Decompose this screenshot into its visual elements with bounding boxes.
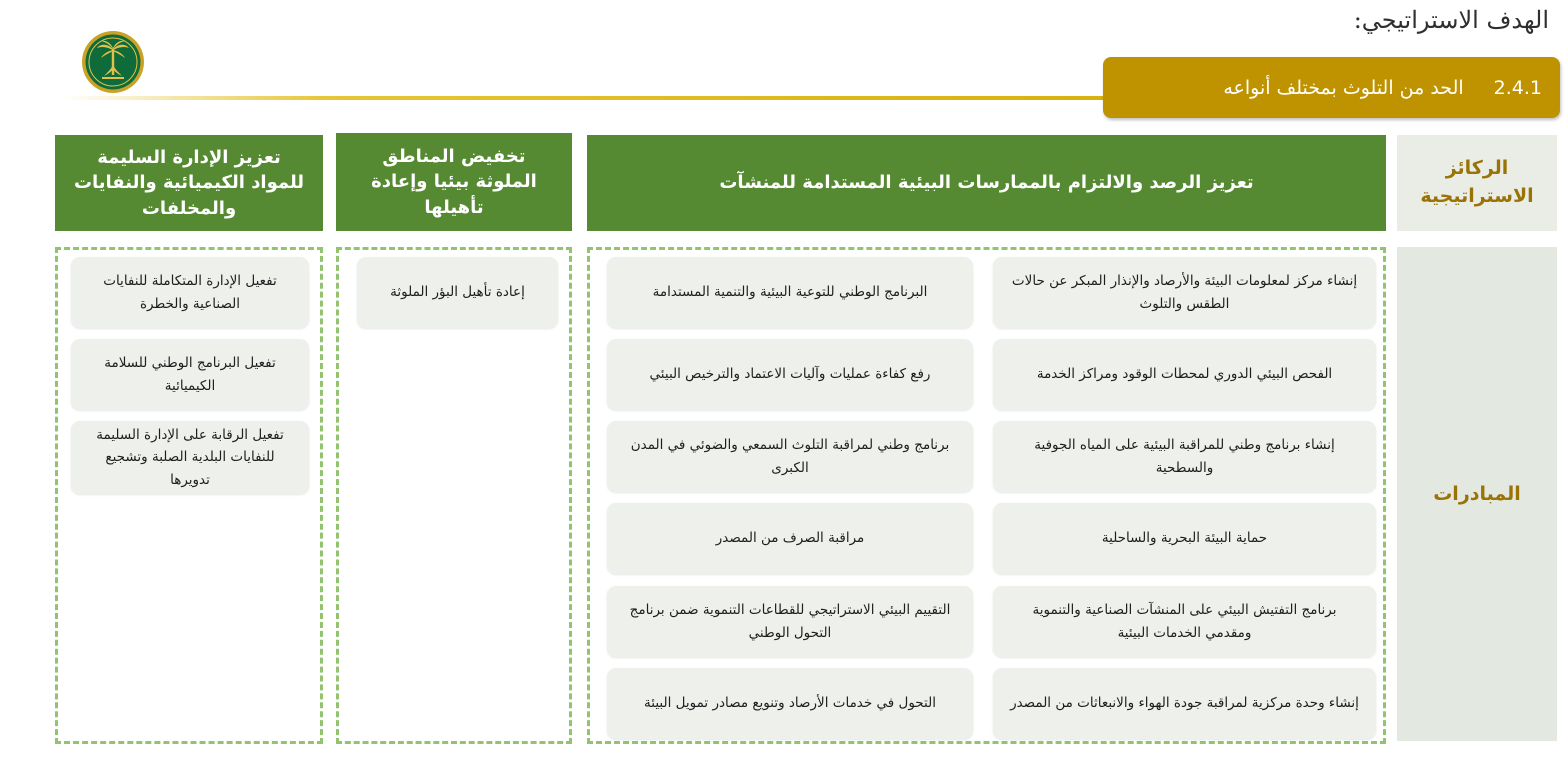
initiative-card: إنشاء وحدة مركزية لمراقبة جودة الهواء والانبعاثات من المصدر xyxy=(993,668,1376,739)
initiative-card: مراقبة الصرف من المصدر xyxy=(607,503,973,574)
initiative-card: برنامج وطني لمراقبة التلوث السمعي والضوئي في المدن الكبرى xyxy=(607,421,973,492)
initiative-card: إنشاء مركز لمعلومات البيئة والأرصاد والإنذار المبكر عن حالات الطقس والتلوث xyxy=(993,257,1376,328)
page-heading: الهدف الاستراتيجي: xyxy=(1353,6,1549,34)
objective-number: 2.4.1 xyxy=(1493,76,1542,99)
initiative-card: البرنامج الوطني للتوعية البيئية والتنمية المستدامة xyxy=(607,257,973,328)
initiative-card: برنامج التفتيش البيئي على المنشآت الصناعية والتنموية ومقدمي الخدمات البيئية xyxy=(993,586,1376,657)
initiative-card: إعادة تأهيل البؤر الملوثة xyxy=(357,257,558,328)
initiative-card: تفعيل البرنامج الوطني للسلامة الكيميائية xyxy=(71,339,309,410)
initiative-card: حماية البيئة البحرية والساحلية xyxy=(993,503,1376,574)
ministry-palm-emblem-icon xyxy=(80,29,146,95)
pillar-header-monitoring: تعزيز الرصد والالتزام بالممارسات البيئية المستدامة للمنشآت xyxy=(587,135,1386,231)
pillar-header-contaminated-areas: تخفيض المناطق الملوثة بيئيا وإعادة تأهيلها xyxy=(336,133,572,231)
side-labels-column xyxy=(1397,135,1557,741)
initiative-card: تفعيل الرقابة على الإدارة السليمة للنفايات البلدية الصلبة وتشجيع تدويرها xyxy=(71,421,309,494)
initiatives-label: المبادرات xyxy=(1397,247,1557,741)
initiative-card: التقييم البيئي الاستراتيجي للقطاعات التنموية ضمن برنامج التحول الوطني xyxy=(607,586,973,657)
initiative-card: إنشاء برنامج وطني للمراقبة البيئية على المياه الجوفية والسطحية xyxy=(993,421,1376,492)
pillar-header-chemicals-waste: تعزيز الإدارة السليمة للمواد الكيميائية والنفايات والمخلفات xyxy=(55,135,323,231)
strategic-pillars-label: الركائز الاستراتيجية xyxy=(1397,135,1557,231)
initiative-card: التحول في خدمات الأرصاد وتنويع مصادر تمويل البيئة xyxy=(607,668,973,739)
initiative-card: تفعيل الإدارة المتكاملة للنفايات الصناعية والخطرة xyxy=(71,257,309,328)
initiative-card: رفع كفاءة عمليات وآليات الاعتماد والترخيص البيئي xyxy=(607,339,973,410)
header-gold-divider xyxy=(62,96,1122,100)
initiative-card: الفحص البيئي الدوري لمحطات الوقود ومراكز الخدمة xyxy=(993,339,1376,410)
objective-banner xyxy=(1103,57,1560,118)
objective-title: الحد من التلوث بمختلف أنواعه xyxy=(1223,76,1464,99)
